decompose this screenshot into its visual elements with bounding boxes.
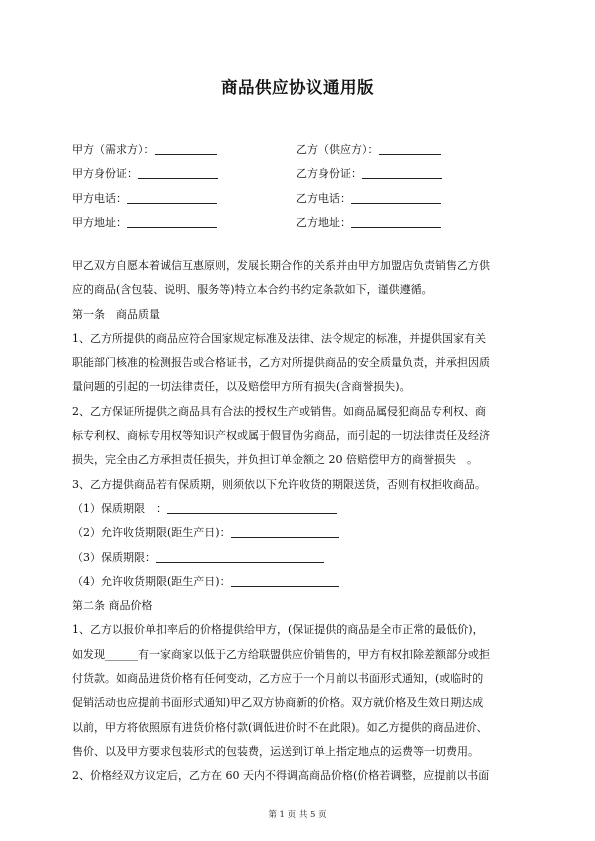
shelf-life-item <box>72 501 526 525</box>
party-a-field <box>72 142 217 158</box>
body-line: 付货款。如商品进货价格有任何变动，乙方应于一个月前以书面形式通知，(或临时的 <box>72 672 484 686</box>
fill-in-blank[interactable] <box>231 574 339 587</box>
party-info-block <box>72 142 532 239</box>
field-label: 甲方地址： <box>72 215 127 229</box>
party-row <box>72 166 532 190</box>
fill-in-blank[interactable] <box>351 191 441 204</box>
body-line: 2、价格经双方议定后，乙方在 60 天内不得调高商品价格(价格若调整，应提前以书面 <box>72 769 490 783</box>
party-b-field <box>296 191 441 207</box>
body-line: 损失，完全由乙方承担责任损失，并负担订单金额之 20 倍赔偿甲方的商誉损失 。 <box>72 453 478 467</box>
field-label: 甲方身份证： <box>72 167 138 181</box>
body-line: 标专利权、商标专用权等知识产权或属于假冒伪劣商品，而引起的一切法律责任及经济 <box>72 429 490 443</box>
party-row <box>72 191 532 215</box>
field-label: 甲方（需求方）： <box>72 143 155 156</box>
fill-in-blank[interactable] <box>127 191 217 204</box>
party-b-field <box>296 142 441 158</box>
fill-in-blank[interactable] <box>127 215 217 228</box>
fill-in-blank[interactable] <box>167 501 337 514</box>
body-line: 职能部门核准的检测报告或合格证书，乙方对所提供商品的安全质量负责，并承担因质 <box>72 356 490 370</box>
contract-body <box>72 258 526 793</box>
shelf-life-item <box>72 525 526 549</box>
party-b-field <box>296 166 442 182</box>
body-line: 2、乙方保证所提供之商品具有合法的授权生产或销售。如商品属侵犯商品专利权、商 <box>72 404 486 418</box>
fill-in-blank[interactable] <box>156 550 324 563</box>
field-label: 乙方地址： <box>296 215 351 229</box>
fill-in-blank[interactable] <box>231 525 339 538</box>
item-label: （4）允许收货期限(距生产日)： <box>72 574 231 588</box>
fill-in-blank[interactable] <box>362 166 442 179</box>
item-label: （2）允许收货期限(距生产日)： <box>72 526 231 540</box>
item-label: （1）保质期限 ： <box>72 501 167 515</box>
body-line: 甲乙双方自愿本着诚信互惠原则，发展长期合作的关系并由甲方加盟店负责销售乙方供 <box>72 259 490 272</box>
party-b-field <box>296 215 441 231</box>
party-a-field <box>72 191 217 207</box>
fill-in-blank[interactable] <box>351 215 441 228</box>
body-line: 以前，甲方将依照原有进货价格付款(调低进价时不在此限)。如乙方提供的商品进价、 <box>72 720 488 734</box>
shelf-life-item <box>72 550 526 574</box>
fill-in-blank[interactable] <box>379 142 441 155</box>
field-label: 乙方（供应方）： <box>296 143 379 156</box>
field-label: 乙方电话： <box>296 191 351 205</box>
party-a-field <box>72 215 217 231</box>
body-line: 量问题的引起的一切法律责任，以及赔偿甲方所有损失(含商誉损失)。 <box>72 380 411 394</box>
body-line: 售价、以及甲方要求包装形式的包装费，运送到订单上指定地点的运费等一切费用。 <box>72 744 479 758</box>
field-label: 甲方电话： <box>72 191 127 205</box>
body-line: 促销活动也应提前书面形式通知)甲乙双方协商新的价格。双方就价格及生效日期达成 <box>72 696 484 710</box>
body-line: 3、乙方提供商品若有保质期，则须依以下允许收货的期限送货，否则有权拒收商品。 <box>72 477 486 491</box>
shelf-life-item <box>72 574 526 598</box>
body-line: 应的商品(含包装、说明、服务等)特立本合约书约定条款如下，谨供遵循。 <box>72 283 433 297</box>
party-row <box>72 142 532 166</box>
body-line: 如发现______有一家商家以低于乙方给联盟供应价销售的，甲方有权扣除差额部分或拒 <box>72 647 490 661</box>
body-line: 第二条 商品价格 <box>72 599 153 613</box>
body-line: 第一条 商品质量 <box>72 307 160 321</box>
body-line: 1、乙方所提供的商品应符合国家规定标准及法律、法令规定的标准，并提供国家有关 <box>72 331 486 345</box>
page-footer: 第 1 页 共 5 页 <box>268 810 327 820</box>
body-line: 1、乙方以报价单扣率后的价格提供给甲方，(保证提供的商品是全市正常的最低价)， <box>72 623 484 637</box>
item-label: （3）保质期限： <box>72 550 156 564</box>
party-row <box>72 215 532 239</box>
document-title: 商品供应协议通用版 <box>221 78 374 97</box>
fill-in-blank[interactable] <box>138 166 218 179</box>
party-a-field <box>72 166 218 182</box>
fill-in-blank[interactable] <box>155 142 217 155</box>
field-label: 乙方身份证： <box>296 167 362 181</box>
